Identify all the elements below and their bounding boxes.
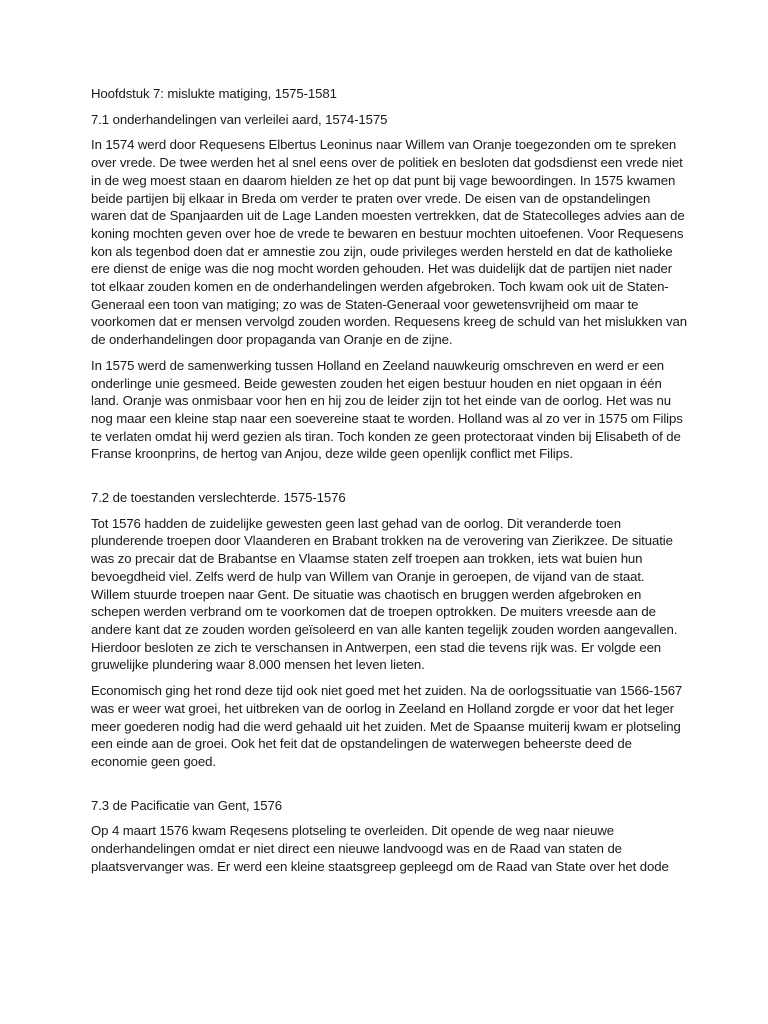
section-heading-7-3: 7.3 de Pacificatie van Gent, 1576 [91, 797, 282, 813]
section-spacer [91, 779, 687, 797]
paragraph: Economisch ging het rond deze tijd ook niet goed met het zuiden. Na de oorlogssituatie van 1566-1567 was er weer wat groei, het uitbreken van de oorlog in Zeeland en Holland zorgde er voor dat het leger meer goederen nodig had die werd gehaald uit het zuiden. Met de Spaanse muiterij kwam er plotseling een einde aan de groei. Ook het feit dat de opstandelingen de waterwegen beheerste deed de economie geen goed. [91, 683, 683, 769]
paragraph: Op 4 maart 1576 kwam Reqesens plotseling te overleiden. Dit opende de weg naar nieuwe onderhandelingen omdat er niet direct een nieuwe landvoogd was en de Raad van staten de plaatsvervanger was. Er werd een kleine staatsgreep gepleegd om de Raad van State over het dode [91, 823, 669, 874]
document-page [91, 85, 687, 883]
section-heading-7-1: 7.1 onderhandelingen van verleilei aard, 1574-1575 [91, 111, 388, 127]
paragraph: Tot 1576 hadden de zuidelijke gewesten geen last gehad van de oorlog. Dit veranderde toen plunderende troepen door Vlaanderen en Brabant trokken na de verovering van Zierikzee. De situatie was zo precair dat de Brabantse en Vlaamse staten zelf troepen aan trokken, iets wat buien hun bevoegdheid viel. Zelfs werd de hulp van Willem van Oranje in geroepen, de vijand van de staat. Willem stuurde troepen naar Gent. De situatie was chaotisch en bruggen werden afgebroken en schepen werden verbrand om te voorkomen dat de troepen optrokken. De muiters vreesde aan de andere kant dat ze zouden worden geïsoleerd en van alle kanten tegelijk zouden worden aangevallen. Hierdoor besloten ze zich te verschansen in Antwerpen, een stad die tevens rijk was. Er volgde een gruwelijke plundering waar 8.000 mensen het leven lieten. [91, 515, 678, 673]
paragraph: In 1574 werd door Requesens Elbertus Leoninus naar Willem van Oranje toegezonden om te spreken over vrede. De twee werden het al snel eens over de politiek en besloten dat godsdienst een vrede niet in de weg moest staan en daarom hielden ze het op dat punt bij vage bewoordingen. In 1575 kwamen beide partijen bij elkaar in Breda om verder te praten over vrede. De eisen van de opstandelingen waren dat de Spanjaarden uit de Lage Landen moesten vertrekken, dat de Statecolleges advies aan de koning mochten geven over hoe de vrede te bewaren en bestuur mochten uitoefenen. Voor Requesens kon als tegenbod doen dat er amnestie zou zijn, oude privileges werden hersteld en dat de katholieke ere dienst de enige was die nog mocht worden gehouden. Het was duidelijk dat de partijen niet nader tot elkaar zouden komen en de onderhandelingen werden afgebroken. Toch kwam ook uit de Staten-Generaal een toon van matiging; zo was de Staten-Generaal voor gewetensvrijheid om maar te voorkomen dat er mensen vervolgd zouden worden. Requesens kreeg de schuld van het mislukken van de onderhandelingen door propaganda van Oranje en de zijne. [91, 137, 688, 348]
chapter-title: Hoofdstuk 7: mislukte matiging, 1575-1581 [91, 86, 337, 101]
section-heading-7-2: 7.2 de toestanden verslechterde. 1575-1576 [91, 490, 346, 506]
paragraph: In 1575 werd de samenwerking tussen Holland en Zeeland nauwkeurig omschreven en werd er een onderlinge unie gesmeed. Beide gewesten zouden het eigen bestuur houden en niet opgaan in één land. Oranje was onmisbaar voor hen en hij zou de leider zijn tot het einde van de oorlog. Het was nu nog maar een kleine stap naar een soevereine staat te worden. Holland was al zo ver in 1575 om Filips te verlaten omdat hij werd gezien als tiran. Toch konden ze geen protectoraat vinden bij Elisabeth of de Franse kroonprins, de hertog van Anjou, deze wilde geen openlijk conflict met Filips. [91, 357, 683, 462]
section-spacer [91, 471, 687, 489]
